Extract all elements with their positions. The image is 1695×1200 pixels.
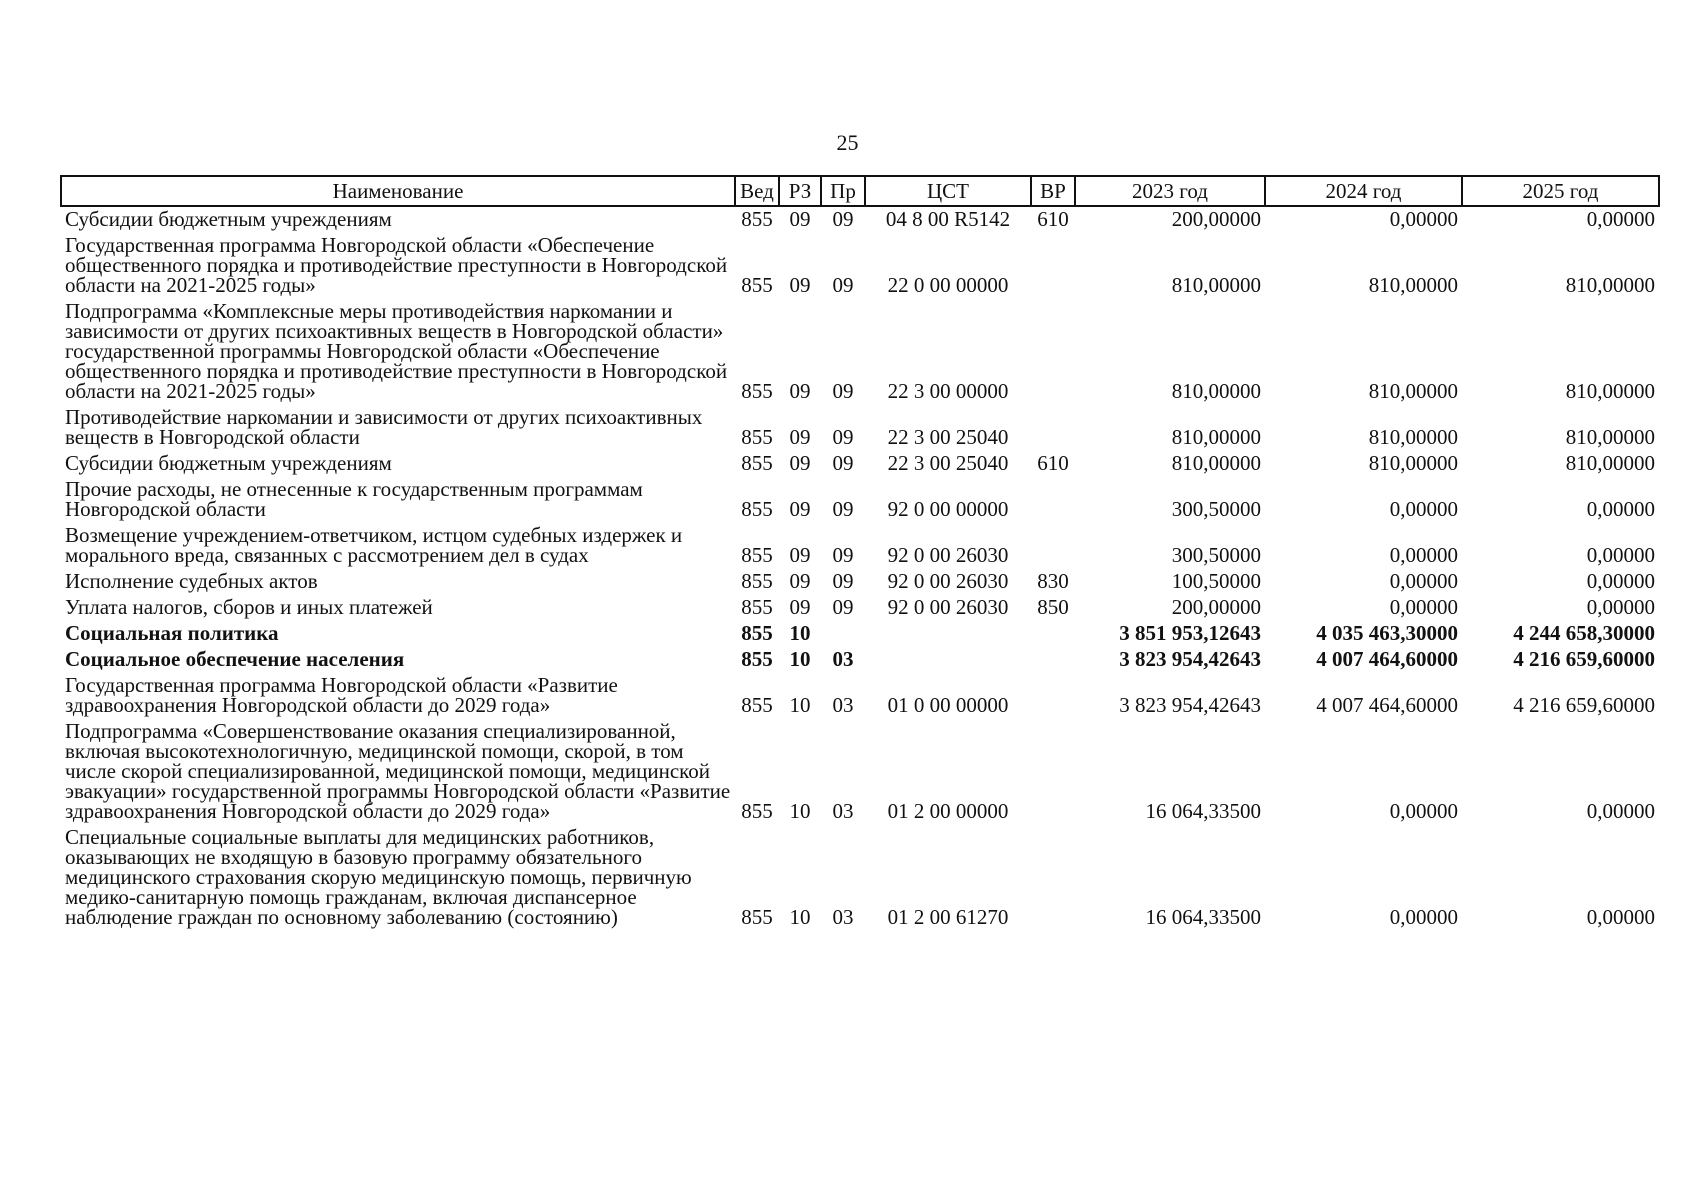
- cell-y2023: 16 064,33500: [1145, 905, 1261, 929]
- cell-pr: 03: [832, 647, 854, 671]
- cell-ved: 855: [741, 647, 773, 671]
- cell-y2024: 0,00000: [1389, 569, 1458, 593]
- cell-pr: 09: [832, 543, 854, 567]
- table-row: [61, 233, 1659, 299]
- cell-ved: 855: [741, 569, 773, 593]
- cell-y2024: 810,00000: [1368, 273, 1458, 297]
- cell-y2023: 300,50000: [1171, 543, 1261, 567]
- cell-y2024: 0,00000: [1389, 905, 1458, 929]
- cell-rz: 09: [789, 207, 811, 231]
- cell-vr: [1031, 673, 1075, 719]
- cell-y2025: 810,00000: [1565, 425, 1655, 449]
- cell-y2025: 0,00000: [1586, 497, 1655, 521]
- cell-rz: 10: [789, 905, 811, 929]
- cell-y2024: 0,00000: [1389, 799, 1458, 823]
- cell-rz: 10: [789, 647, 811, 671]
- cell-cst: 01 2 00 61270: [887, 905, 1009, 929]
- cell-vr: [1031, 405, 1075, 451]
- header-row: [61, 176, 1659, 206]
- header-cst: ЦСТ: [865, 176, 1031, 206]
- table-row: [61, 569, 1659, 595]
- cell-y2023: 3 823 954,42643: [1119, 693, 1261, 717]
- cell-y2025: 4 216 659,60000: [1513, 693, 1655, 717]
- cell-y2025: 0,00000: [1586, 905, 1655, 929]
- cell-y2023: 810,00000: [1171, 425, 1261, 449]
- cell-vr: [1031, 825, 1075, 931]
- cell-cst: 01 0 00 00000: [887, 693, 1009, 717]
- cell-pr: 09: [832, 379, 854, 403]
- cell-ved: 855: [741, 379, 773, 403]
- cell-vr: 830: [1037, 569, 1069, 593]
- table-row: [61, 647, 1659, 673]
- table-row: [61, 621, 1659, 647]
- cell-vr: [1031, 233, 1075, 299]
- cell-cst: 22 3 00 00000: [887, 379, 1009, 403]
- cell-vr: [1031, 299, 1075, 405]
- cell-y2023: 200,00000: [1171, 595, 1261, 619]
- cell-y2025: 810,00000: [1565, 273, 1655, 297]
- cell-y2025: 810,00000: [1565, 451, 1655, 475]
- cell-cst: [865, 621, 1031, 647]
- header-2025: 2025 год: [1462, 176, 1659, 206]
- cell-y2025: 0,00000: [1586, 595, 1655, 619]
- cell-y2023: 100,50000: [1171, 569, 1261, 593]
- cell-pr: 09: [832, 497, 854, 521]
- cell-y2024: 4 035 463,30000: [1316, 621, 1458, 645]
- cell-ved: 855: [741, 621, 773, 645]
- cell-vr: [1031, 477, 1075, 523]
- cell-name: Прочие расходы, не отнесенные к государственным программам Новгородской области: [65, 477, 643, 521]
- cell-name: Государственная программа Новгородской области «Развитие здравоохранения Новгородской области до 2029 года»: [65, 673, 618, 717]
- table-body: [61, 206, 1659, 931]
- header-rz: РЗ: [779, 176, 821, 206]
- cell-y2024: 0,00000: [1389, 595, 1458, 619]
- cell-pr: 09: [832, 207, 854, 231]
- cell-vr: 850: [1037, 595, 1069, 619]
- cell-rz: 09: [789, 273, 811, 297]
- cell-rz: 10: [789, 799, 811, 823]
- header-2023: 2023 год: [1075, 176, 1265, 206]
- cell-y2023: 810,00000: [1171, 273, 1261, 297]
- cell-name: Субсидии бюджетным учреждениям: [65, 207, 392, 231]
- table-row: [61, 719, 1659, 825]
- cell-ved: 855: [741, 543, 773, 567]
- cell-pr: 03: [832, 905, 854, 929]
- cell-pr: 09: [832, 451, 854, 475]
- cell-vr: [1031, 647, 1075, 673]
- cell-y2023: 300,50000: [1171, 497, 1261, 521]
- cell-y2025: 4 244 658,30000: [1513, 621, 1655, 645]
- cell-rz: 09: [789, 569, 811, 593]
- cell-rz: 09: [789, 451, 811, 475]
- header-pr: Пр: [821, 176, 865, 206]
- cell-pr: 03: [832, 799, 854, 823]
- cell-y2023: 810,00000: [1171, 451, 1261, 475]
- cell-y2025: 0,00000: [1586, 569, 1655, 593]
- cell-rz: 09: [789, 425, 811, 449]
- cell-cst: 92 0 00 00000: [887, 497, 1009, 521]
- cell-name: Подпрограмма «Комплексные меры противодействия наркомании и зависимости от других психоактивных веществ в Новгородской области» государственной программы Новгородской области «Обеспечение общественного порядка и противодействие преступности в Новгородской области на 2021-2025 годы»: [65, 299, 728, 403]
- cell-y2023: 3 823 954,42643: [1119, 647, 1261, 671]
- cell-ved: 855: [741, 451, 773, 475]
- cell-rz: 09: [789, 543, 811, 567]
- table-row: [61, 405, 1659, 451]
- cell-pr: [821, 621, 865, 647]
- cell-y2024: 810,00000: [1368, 379, 1458, 403]
- cell-cst: 92 0 00 26030: [887, 595, 1009, 619]
- cell-cst: 22 0 00 00000: [887, 273, 1009, 297]
- cell-cst: 04 8 00 R5142: [885, 207, 1011, 231]
- cell-y2024: 810,00000: [1368, 451, 1458, 475]
- cell-y2024: 4 007 464,60000: [1316, 693, 1458, 717]
- cell-name: Государственная программа Новгородской области «Обеспечение общественного порядка и противодействие преступности в Новгородской области на 2021-2025 годы»: [65, 233, 728, 297]
- cell-ved: 855: [741, 207, 773, 231]
- cell-ved: 855: [741, 693, 773, 717]
- cell-name: Субсидии бюджетным учреждениям: [65, 451, 392, 475]
- budget-table: [60, 175, 1660, 931]
- cell-name: Подпрограмма «Совершенствование оказания специализированной, включая высокотехнологичную, медицинской помощи, скорой, в том числе скорой специализированной, медицинской помощи, медицинской эвакуации» государственной программы Новгородской области «Развитие здравоохранения Новгородской области до 2029 года»: [65, 719, 731, 823]
- cell-rz: 10: [789, 693, 811, 717]
- cell-vr: 610: [1037, 451, 1069, 475]
- cell-y2024: 810,00000: [1368, 425, 1458, 449]
- cell-cst: 01 2 00 00000: [887, 799, 1009, 823]
- cell-name: Возмещение учреждением-ответчиком, истцом судебных издержек и морального вреда, связанных с рассмотрением дел в судах: [65, 523, 683, 567]
- cell-name: Специальные социальные выплаты для медицинских работников, оказывающих не входящую в базовую программу обязательного медицинского страхования скорую медицинскую помощь, первичную медико-санитарную помощь гражданам, включая диспансерное наблюдение граждан по основному заболеванию (состоянию): [65, 825, 692, 929]
- cell-y2023: 3 851 953,12643: [1119, 621, 1261, 645]
- header-name: Наименование: [61, 176, 735, 206]
- cell-y2025: 4 216 659,60000: [1513, 647, 1655, 671]
- cell-name: Исполнение судебных актов: [65, 569, 318, 593]
- cell-pr: 09: [832, 569, 854, 593]
- cell-name: Социальное обеспечение населения: [65, 647, 405, 671]
- cell-vr: [1031, 523, 1075, 569]
- cell-cst: 22 3 00 25040: [887, 425, 1009, 449]
- cell-y2023: 200,00000: [1171, 207, 1261, 231]
- table-row: [61, 825, 1659, 931]
- cell-y2025: 0,00000: [1586, 543, 1655, 567]
- cell-rz: 10: [789, 621, 811, 645]
- table-row: [61, 299, 1659, 405]
- cell-name: Противодействие наркомании и зависимости от других психоактивных веществ в Новгородской области: [65, 405, 703, 449]
- cell-pr: 09: [832, 595, 854, 619]
- cell-cst: 92 0 00 26030: [887, 543, 1009, 567]
- cell-cst: 92 0 00 26030: [887, 569, 1009, 593]
- cell-ved: 855: [741, 273, 773, 297]
- table-row: [61, 673, 1659, 719]
- cell-vr: [1031, 621, 1075, 647]
- cell-y2024: 0,00000: [1389, 497, 1458, 521]
- cell-y2025: 0,00000: [1586, 799, 1655, 823]
- cell-y2023: 16 064,33500: [1145, 799, 1261, 823]
- table-row: [61, 595, 1659, 621]
- cell-pr: 09: [832, 425, 854, 449]
- cell-ved: 855: [741, 595, 773, 619]
- cell-y2025: 0,00000: [1586, 207, 1655, 231]
- cell-ved: 855: [741, 497, 773, 521]
- cell-cst: 22 3 00 25040: [887, 451, 1009, 475]
- cell-rz: 09: [789, 379, 811, 403]
- page-number: 25: [836, 130, 859, 155]
- cell-y2024: 4 007 464,60000: [1316, 647, 1458, 671]
- cell-vr: 610: [1037, 207, 1069, 231]
- cell-y2025: 810,00000: [1565, 379, 1655, 403]
- cell-vr: [1031, 719, 1075, 825]
- cell-name: Уплата налогов, сборов и иных платежей: [65, 595, 433, 619]
- cell-y2024: 0,00000: [1389, 543, 1458, 567]
- cell-pr: 09: [832, 273, 854, 297]
- cell-y2023: 810,00000: [1171, 379, 1261, 403]
- table-row: [61, 477, 1659, 523]
- cell-pr: 03: [832, 693, 854, 717]
- header-2024: 2024 год: [1265, 176, 1462, 206]
- cell-rz: 09: [789, 497, 811, 521]
- table-row: [61, 206, 1659, 233]
- cell-ved: 855: [741, 799, 773, 823]
- cell-rz: 09: [789, 595, 811, 619]
- cell-cst: [865, 647, 1031, 673]
- table-header: [61, 176, 1659, 206]
- header-vr: ВР: [1031, 176, 1075, 206]
- cell-ved: 855: [741, 425, 773, 449]
- cell-y2024: 0,00000: [1389, 207, 1458, 231]
- cell-ved: 855: [741, 905, 773, 929]
- table-row: [61, 451, 1659, 477]
- cell-name: Социальная политика: [65, 621, 279, 645]
- table-row: [61, 523, 1659, 569]
- header-ved: Вед: [735, 176, 779, 206]
